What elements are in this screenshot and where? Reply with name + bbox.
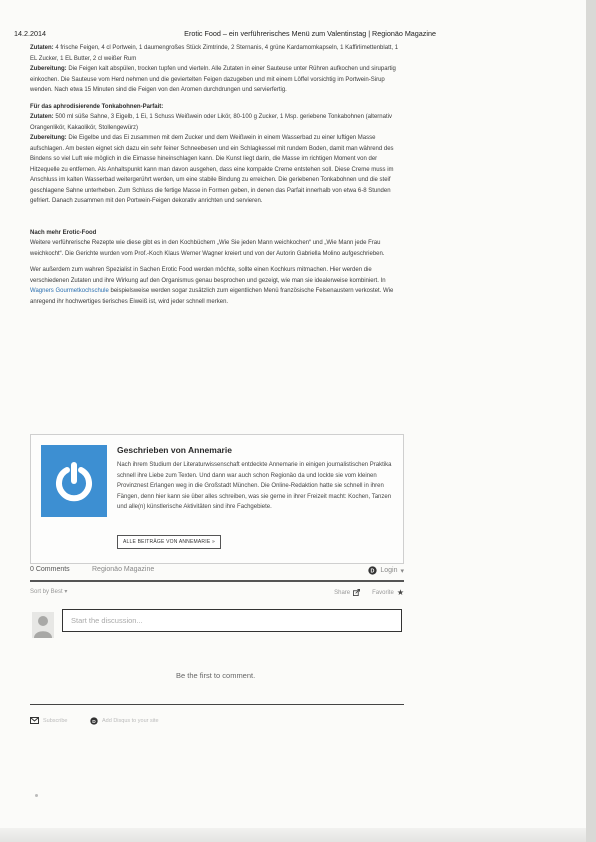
text-kochkurs-before: Wer außerdem zum wahren Spezialist in Sachen Erotic Food werden möchte, sollte einen Kochkurs mitmachen. Hier werden die verschiedenen Zutaten und ihre Wirkung auf den Organismus genau besprochen und gezeigt, wie man sie idealerweise kombiniert. In — [30, 267, 386, 284]
paragraph-zutaten-feigen — [30, 43, 406, 64]
site-name[interactable]: Regionäo Magazine — [92, 566, 155, 573]
paragraph-zutaten-parfait — [30, 112, 406, 133]
sort-dropdown[interactable] — [30, 588, 67, 595]
disqus-bar — [30, 566, 404, 578]
label-zubereitung-parfait: Zubereitung: — [30, 135, 67, 141]
page-title: Erotic Food – ein verführerisches Menü zum Valentinstag | Regionäo Magazine — [184, 29, 436, 38]
comment-count[interactable]: 0 Comments — [30, 566, 70, 573]
paragraph-kochkurs — [30, 265, 406, 307]
paragraph-zubereitung-parfait — [30, 133, 406, 207]
discussion-input[interactable] — [62, 609, 402, 632]
chevron-down-icon: ▾ — [64, 589, 68, 595]
author-box — [30, 434, 404, 564]
share-label: Share — [334, 589, 351, 596]
power-logo-icon — [52, 459, 96, 503]
chevron-down-icon: ▾ — [400, 567, 404, 575]
svg-text:D: D — [370, 568, 375, 575]
print-date: 14.2.2014 — [14, 29, 46, 38]
text-zutaten-parfait: 500 ml süße Sahne, 3 Eigelb, 1 Ei, 1 Schuss Weißwein oder Likör, 80-100 g Zucker, 1 Msp. geriebene Tonkabohnen (alternativ Orangenlikör, Kakaolikör, Stollengewürz) — [30, 114, 392, 131]
subscribe-link[interactable] — [30, 717, 67, 724]
author-bio: Nach ihrem Studium der Literaturwissenschaft entdeckte Annemarie in einigen journalistischen Praktika schnell ihre Liebe zum Texten. Und dann war auch schon Regionäo da und lockte sie vom kleinen Provinznest Erlangen weg in die Großstadt München. Die Online-Redaktion hatte sie schnell in ihren Fängen, denn hier kann sie über alles schreiben, was sie gerne in ihrer Freizeit macht: Kochen, Tanzen und alle(n) künstlerische Aktivitäten sind ihre Fachgebiete. — [117, 462, 392, 511]
share-icon — [353, 589, 360, 596]
favorite-button[interactable] — [372, 588, 404, 597]
disqus-footer — [30, 717, 404, 727]
svg-text:D: D — [92, 719, 96, 725]
disqus-divider — [30, 580, 404, 582]
footer-divider — [30, 704, 404, 705]
text-zutaten-feigen: 4 frische Feigen, 4 cl Portwein, 1 daumengroßes Stück Zimtrinde, 2 Sternanis, 4 grüne Kardamomkapseln, 1 Kaffirlimettenblatt, 1 EL Zucker, 1 EL Butter, 2 cl weißer Rum — [30, 45, 399, 62]
text-zubereitung-parfait: Die Eigelbe und das Ei zusammen mit dem Zucker und dem Weißwein in einem Wasserbad zu einer luftigen Masse aufschlagen. Am besten eignet sich dazu ein sehr feiner Schneebesen und ein Schlagkessel mit rundem Boden, damit man während des Bindens so viel Luft wie möglich in die Eimasse hineinschlagen kann. Die Kunst liegt darin, die Masse im richtigen Moment von der Hitzequelle zu entfernen. Als Anhaltspunkt kann man davon ausgehen, dass eine kompakte Creme entstehen soll. Diese Creme muss im Anschluss im kalten Wasserbad weitergerührt werden, um eine stabile Bindung zu erreichen. Die geriebenen Tonkabohnen und die steif geschlagene Sahne unterheben. Zum Schluss die fertige Masse in Formen geben, in denen das Parfait innerhalb von etwa 6-8 Stunden gefriert. Danach zusammen mit den Portwein-Feigen dekorativ anrichten und servieren. — [30, 135, 394, 204]
author-title: Geschrieben von Annemarie — [117, 445, 232, 455]
add-disqus-label: Add Disqus to your site — [102, 718, 159, 724]
article-body — [30, 43, 406, 307]
heading-parfait: Für das aphrodisierende Tonkabohnen-Parfait: — [30, 103, 164, 110]
disqus-logo-icon — [90, 717, 98, 725]
share-button[interactable] — [334, 589, 360, 596]
sort-row — [30, 588, 404, 598]
user-avatar-icon — [32, 612, 54, 638]
star-icon: ★ — [396, 588, 404, 597]
text-zubereitung-feigen: Die Feigen kalt abspülen, trocken tupfen und vierteln. Alle Zutaten in einer Sauteuse unter Rühren aufkochen und sirupartig einkochen. Die Sauteuse vom Herd nehmen und die geviertelten Feigen dazugeben und mit einem Löffel vorsichtig im Portwein-Sirup wenden. Nach etwa 15 Minuten sind die Feigen von den Aromen durchdrungen und servierfertig. — [30, 66, 396, 93]
first-comment-text: Be the first to comment. — [176, 671, 256, 680]
login-label: Login — [380, 567, 398, 574]
text-kochkurs-after: beispielsweise werden sogar zusätzlich zum eigentlichen Menü französische Felsenaustern verkostet. Wie anregend ihr hochwertiges tierisches Eiweiß ist, wird jeder schnell merken. — [30, 288, 394, 305]
label-zubereitung: Zubereitung: — [30, 66, 67, 72]
subscribe-label: Subscribe — [43, 717, 68, 724]
scan-dot — [35, 794, 38, 797]
paragraph-zubereitung-feigen — [30, 64, 406, 96]
discussion-placeholder: Start the discussion... — [71, 616, 143, 625]
link-gourmetkochschule[interactable]: Wagners Gourmetkochschule — [30, 288, 109, 294]
disqus-logo-icon — [368, 566, 377, 575]
author-logo — [41, 445, 107, 517]
scan-bottom-band — [0, 828, 586, 842]
add-disqus-link[interactable] — [90, 717, 159, 725]
sort-label: Sort by Best — [30, 589, 63, 595]
label-zutaten: Zutaten: — [30, 45, 54, 51]
mail-icon — [30, 717, 39, 724]
page-edge — [586, 0, 596, 842]
paragraph-kochbuecher: Weitere verführerische Rezepte wie diese gibt es in den Kochbüchern „Wie Sie jeden Mann weichkochen“ und „Wie Mann jede Frau weichkocht“. Die Gerichte wurden vom Prof.-Koch Klaus Werner Wagner kreiert und von der Autorin Gabriella Molino aufgeschrieben. — [30, 240, 385, 257]
label-zutaten-parfait: Zutaten: — [30, 114, 54, 120]
login-button[interactable] — [368, 566, 404, 575]
heading-mehr-erotic-food: Nach mehr Erotic-Food — [30, 229, 97, 236]
all-posts-button[interactable]: ALLE BEITRÄGE VON ANNEMARIE » — [117, 535, 221, 549]
favorite-label: Favorite — [372, 589, 394, 596]
